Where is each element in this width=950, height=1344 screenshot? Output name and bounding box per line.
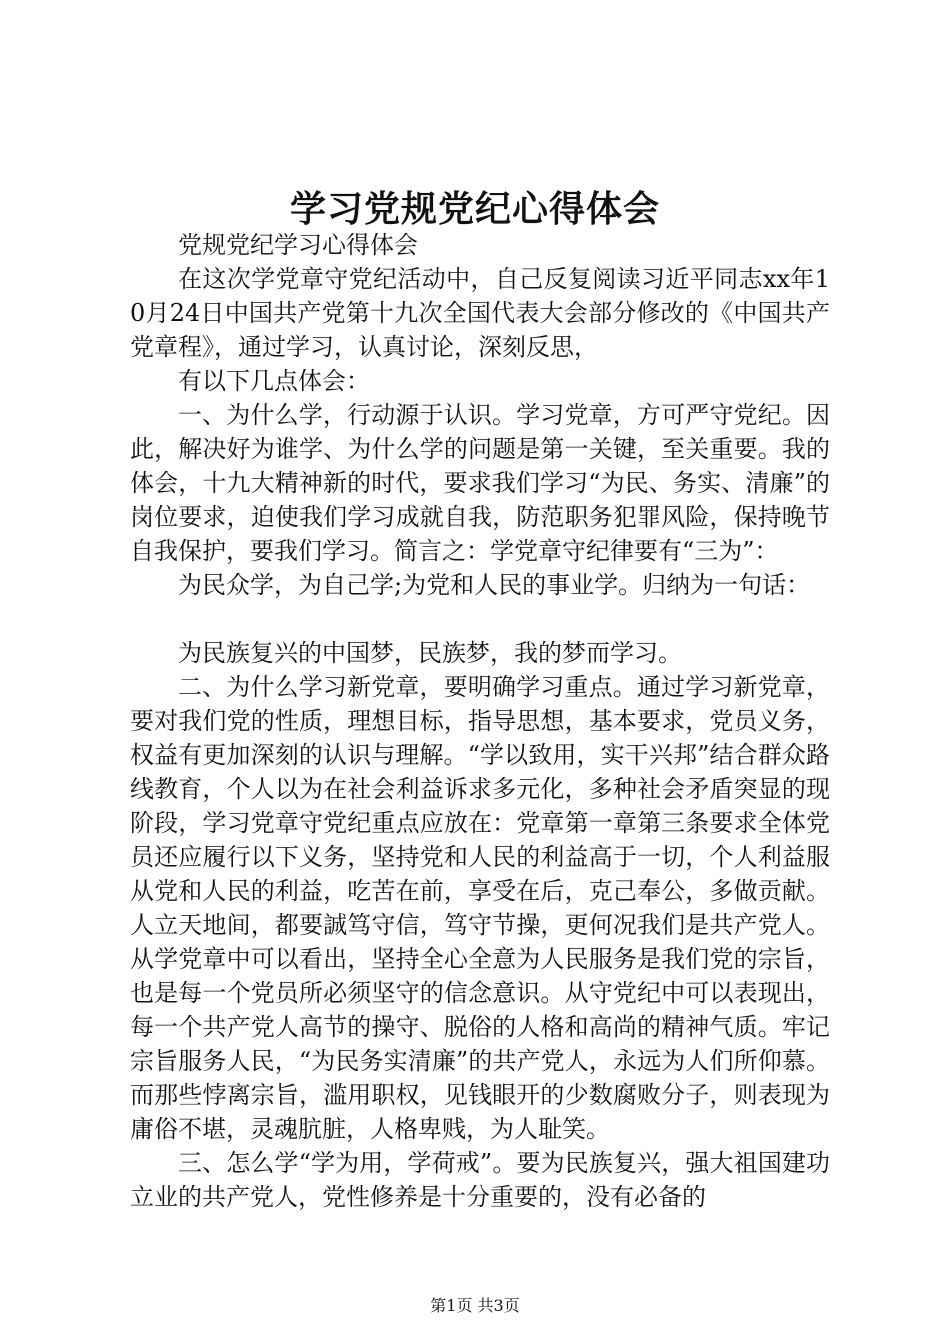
document-body (130, 228, 830, 1214)
paragraph-point-one: 一、为什么学，行动源于认识。学习党章，方可严守党纪。因此，解决好为谁学、为什么学的问题是第一关键，至关重要。我的体会，十九大精神新的时代，要求我们学习“为民、务实、清廉”的岗位要求，迫使我们学习成就自我，防范职务犯罪风险，保持晚节自我保护，要我们学习。简言之：学党章守纪律要有“三为”： (130, 401, 830, 565)
paragraph-point-three: 三、怎么学“学为用，学荷戒”。要为民族复兴，强大祖国建功立业的共产党人，党性修养是十分重要的，没有必备的 (130, 1149, 830, 1211)
document-title: 学习党规党纪心得体会 (289, 188, 660, 230)
paragraph-points-lead: 有以下几点体会： (178, 367, 370, 395)
paragraph-chinese-dream: 为民族复兴的中国梦，民族梦，我的梦而学习。 (178, 639, 682, 667)
paragraph-subtitle: 党规党纪学习心得体会 (178, 231, 418, 259)
paragraph-three-purposes: 为民众学，为自己学;为党和人民的事业学。归纳为一句话： (178, 571, 811, 599)
paragraph-point-two: 二、为什么学习新党章，要明确学习重点。通过学习新党章，要对我们党的性质，理想目标，指导思想，基本要求，党员义务，权益有更加深刻的认识与理解。“学以致用，实干兴邦”结合群众路线教育，个人以为在社会利益诉求多元化，多种社会矛盾突显的现阶段，学习党章守党纪重点应放在：党章第一章第三条要求全体党员还应履行以下义务，坚持党和人民的利益高于一切，个人利益服从党和人民的利益，吃苦在前，享受在后，克己奉公，多做贡献。人立天地间，都要誠笃守信，笃守节操，更何况我们是共产党人。从学党章中可以看出，坚持全心全意为人民服务是我们党的宗旨，也是每一个党员所必须坚守的信念意识。从守党纪中可以表现出，每一个共产党人高节的操守、脱俗的人格和高尚的精神气质。牢记宗旨服务人民，“为民务实清廉”的共产党人，永远为人们所仰慕。而那些悖离宗旨，滥用职权，见钱眼开的少数腐败分子，则表现为庸俗不堪，灵魂肮脏，人格卑贱，为人耻笑。 (130, 673, 830, 1143)
paragraph-intro: 在这次学党章守党纪活动中，自己反复阅读习近平同志xx年10月24日中国共产党第十九次全国代表大会部分修改的《中国共产党章程》，通过学习，认真讨论，深刻反思， (130, 265, 830, 361)
page-number: 第1页 共3页 (430, 1296, 520, 1315)
